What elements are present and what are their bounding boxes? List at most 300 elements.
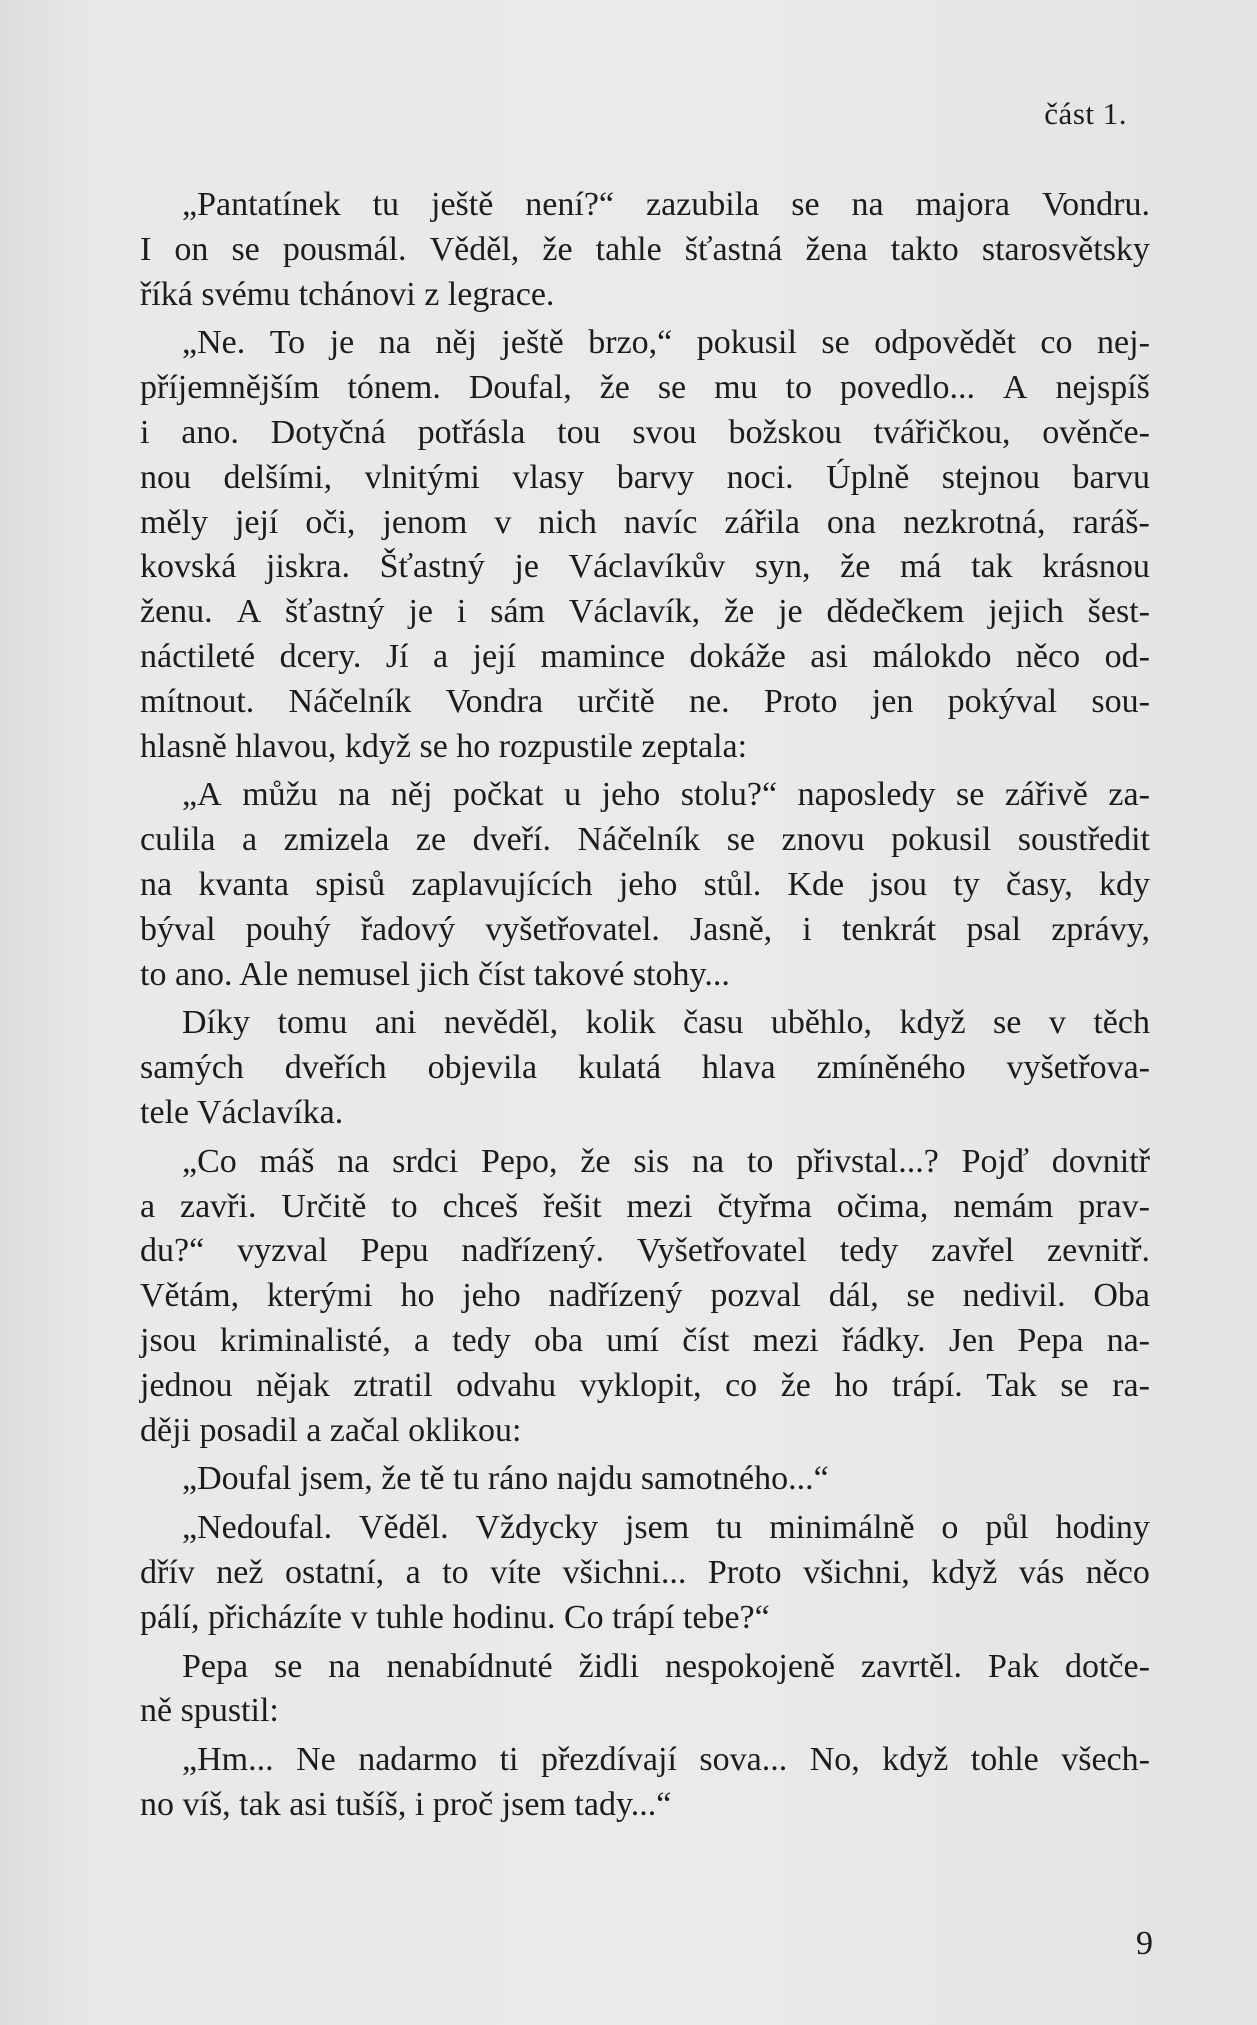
word: nich [538, 503, 597, 541]
word: se [231, 230, 260, 268]
word: „Pantatínek [182, 186, 341, 223]
word: A [236, 593, 262, 631]
word: No, [809, 1741, 860, 1779]
word: nespokojeně [665, 1647, 835, 1685]
word: Pepa [182, 1647, 249, 1685]
word: noci. [726, 458, 794, 496]
word: víte [490, 1553, 542, 1591]
word: vlnitými [364, 458, 480, 496]
word: počkat [452, 776, 544, 814]
word: Určitě [281, 1187, 367, 1225]
word: zprávy, [1051, 910, 1150, 948]
word: Jí [385, 637, 409, 675]
word: Václavíkův [568, 548, 726, 586]
paragraph [140, 1738, 1150, 1828]
word: nadřízený [548, 1277, 683, 1315]
word: něj [435, 324, 477, 362]
word: brzo,“ [588, 324, 673, 362]
word: na [851, 186, 884, 223]
text-line [140, 321, 1150, 366]
word: „Hm... [182, 1741, 274, 1779]
word: ženu. [140, 593, 213, 631]
word: na [378, 324, 411, 362]
word: máš [259, 1142, 315, 1180]
word: něco [1085, 1553, 1150, 1591]
word: dcery. [279, 637, 362, 675]
word: odpovědět [874, 324, 1016, 362]
word: culila [140, 821, 216, 859]
word: nou [140, 458, 191, 496]
word: Věděl. [358, 1509, 449, 1547]
word: přivstal...? [796, 1142, 939, 1180]
word: příjemnějším [140, 369, 320, 407]
word: pokusil [696, 324, 797, 362]
word: těch [1093, 1004, 1150, 1042]
word: Pojď [961, 1142, 1029, 1180]
word: času [683, 1004, 744, 1042]
word: ještě [431, 186, 494, 223]
word: dřív [140, 1553, 195, 1591]
text-line [140, 635, 1150, 680]
text-line [140, 1551, 1150, 1596]
word: dveří. [472, 821, 551, 859]
word: ra- [1112, 1366, 1150, 1404]
word: něco [1015, 637, 1081, 675]
text-line [140, 1645, 1150, 1690]
word: sova... [699, 1741, 788, 1779]
word: můžu [242, 776, 318, 814]
word: stůl. [703, 865, 762, 903]
word: oči, [305, 503, 356, 541]
text-line [140, 1229, 1150, 1274]
word: její [234, 503, 279, 541]
word: zavři. [180, 1187, 257, 1225]
text-line [140, 818, 1150, 863]
word: sám [490, 593, 546, 631]
word: ze [415, 821, 447, 859]
word: na- [1106, 1321, 1150, 1359]
word: tenkrát [841, 910, 937, 948]
word: oba [533, 1321, 584, 1359]
word: stejnou [941, 458, 1041, 496]
word: to [391, 1187, 418, 1225]
word: je [778, 593, 803, 631]
word: Šťastný [379, 548, 485, 586]
word: šťastný [285, 593, 385, 631]
word: mezi [626, 1187, 693, 1225]
paragraph [140, 1140, 1150, 1454]
word: pouhý [245, 910, 331, 948]
body-text [140, 183, 1150, 1828]
word: zmíněného [816, 1049, 966, 1087]
word: mítnout. [140, 682, 255, 720]
word: ona [826, 503, 876, 541]
page-number: 9 [1136, 1925, 1153, 1962]
word: Úplně [826, 458, 910, 496]
word: zaplavujících [411, 865, 593, 903]
word: na [140, 865, 173, 903]
word: ty [953, 865, 980, 903]
word: Pak [987, 1647, 1039, 1685]
text-line [140, 1364, 1150, 1409]
word: býval [140, 910, 216, 948]
word: se [955, 776, 985, 814]
word: že [580, 1142, 611, 1180]
word: jenom [382, 503, 468, 541]
word: a [433, 637, 449, 675]
word: prav- [1078, 1187, 1150, 1225]
word: nějak [256, 1366, 330, 1404]
word: mamince [540, 637, 666, 675]
word: hlava [701, 1049, 776, 1087]
word: Náčelník [288, 682, 412, 720]
word: tohle [970, 1741, 1039, 1779]
word: nezkrotná, [902, 503, 1046, 541]
text-line [140, 1506, 1150, 1551]
word: syn, [754, 548, 811, 586]
word: a [405, 1553, 421, 1591]
word: něj [390, 776, 433, 814]
word: pousmál. [282, 230, 407, 268]
text-line [140, 501, 1150, 546]
word: ne. [689, 682, 730, 720]
paragraph [140, 1506, 1150, 1640]
word: sou- [1091, 682, 1150, 720]
word: dědečkem [826, 593, 965, 631]
word: povedlo... [839, 369, 975, 407]
word: zářila [724, 503, 800, 541]
text-line [140, 228, 1150, 273]
text-line [140, 590, 1150, 635]
word: řešit [543, 1187, 602, 1225]
word: že [599, 369, 630, 407]
word: nedivil. [962, 1277, 1066, 1315]
running-head: část 1. [1044, 96, 1127, 131]
word: A [1002, 369, 1028, 407]
word: jeho [618, 865, 678, 903]
word: Díky [182, 1004, 250, 1042]
word: jeho [462, 1277, 521, 1315]
word: ho [400, 1277, 435, 1315]
word: barvu [1072, 458, 1150, 496]
word: v [1048, 1004, 1066, 1042]
word: i [140, 413, 150, 451]
word: přezdívají [540, 1741, 677, 1779]
word: tak [971, 548, 1013, 586]
word: a [413, 1321, 430, 1359]
text-line [140, 183, 1150, 228]
word: od- [1104, 637, 1150, 675]
text-line [140, 456, 1150, 501]
word: židli [578, 1647, 640, 1685]
word: tedy [839, 1232, 899, 1270]
word: časy, [1005, 865, 1073, 903]
word: že [780, 1366, 811, 1404]
word: není?“ [525, 186, 615, 223]
word: Ne [296, 1741, 336, 1779]
word: ani [374, 1004, 417, 1042]
word: žena [805, 230, 868, 268]
word: se [1060, 1366, 1089, 1404]
word: očima, [836, 1187, 929, 1225]
word: všichni... [562, 1553, 687, 1591]
word: „A [182, 776, 222, 814]
word: mezi [752, 1321, 819, 1359]
text-line: ději posadil a začal oklikou: [140, 1411, 522, 1449]
word: kterými [266, 1277, 373, 1315]
word: měly [140, 503, 208, 541]
word: kriminalisté, [219, 1321, 391, 1359]
word: zevnitř. [1047, 1232, 1150, 1270]
word: to [785, 369, 812, 407]
word: nadřízený. [461, 1232, 604, 1270]
word: je [514, 548, 539, 586]
word: že [542, 230, 573, 268]
word: řádky. [841, 1321, 926, 1359]
paragraph [140, 321, 1150, 769]
word: i [802, 910, 812, 948]
word: a [242, 821, 258, 859]
word: dotče- [1064, 1647, 1150, 1685]
word: jen [871, 682, 914, 720]
word: naposledy [797, 776, 936, 814]
word: Pepo, [481, 1142, 558, 1180]
word: barvy [616, 458, 695, 496]
word: raráš- [1072, 503, 1150, 541]
word: šťastná [684, 230, 783, 268]
word: takto [890, 230, 959, 268]
word: nevěděl, [443, 1004, 559, 1042]
word: I [140, 230, 152, 268]
word: její [472, 637, 516, 675]
text-line [140, 1046, 1150, 1091]
word: kolik [585, 1004, 656, 1042]
word: na [337, 1142, 370, 1180]
word: Jasně, [690, 910, 773, 948]
word: je [329, 324, 355, 362]
word: vyšetřova- [1006, 1049, 1150, 1087]
word: vás [1018, 1553, 1065, 1591]
word: když [882, 1741, 949, 1779]
word: se [791, 186, 820, 223]
word: i [456, 593, 467, 631]
word: se [993, 1004, 1022, 1042]
word: na [328, 1647, 361, 1685]
word: Vyšetřovatel [636, 1232, 807, 1270]
word: znovu [781, 821, 865, 859]
word: pozval [710, 1277, 801, 1315]
text-line [140, 1738, 1150, 1783]
word: jejich [988, 593, 1064, 631]
word: ostatní, [284, 1553, 385, 1591]
word: tu [715, 1509, 743, 1547]
word: Tak [986, 1366, 1037, 1404]
word: jiskra. [265, 548, 350, 586]
word: Vždycky [475, 1509, 599, 1547]
word: zavřel [931, 1232, 1015, 1270]
word: Náčelník [577, 821, 701, 859]
word: psal [966, 910, 1022, 948]
word: zavrtěl. [860, 1647, 962, 1685]
word: ztratil [353, 1366, 433, 1404]
word: vlasy [512, 458, 585, 496]
word: on [174, 230, 209, 268]
word: tedy [452, 1321, 511, 1359]
word: Jen [948, 1321, 995, 1359]
text-line [140, 908, 1150, 953]
word: navíc [623, 503, 698, 541]
word: ho [834, 1366, 869, 1404]
word: všichni, [803, 1553, 910, 1591]
word: tu [372, 186, 400, 223]
word: starosvětsky [981, 230, 1150, 268]
word: Doufal, [468, 369, 572, 407]
word: zářivě [1004, 776, 1088, 814]
word: srdci [392, 1142, 459, 1180]
paragraph [140, 1645, 1150, 1735]
word: jsou [870, 865, 928, 903]
word: pokýval [947, 682, 1058, 720]
word: vyklopit, [579, 1366, 702, 1404]
text-line: to ano. Ale nemusel jich číst takové stohy... [140, 955, 730, 993]
word: Vondra [445, 682, 544, 720]
word: Proto [763, 682, 838, 720]
word: a [140, 1187, 156, 1225]
word: „Co [182, 1142, 237, 1180]
word: Pepu [360, 1232, 429, 1270]
paragraph [140, 1457, 1150, 1502]
word: určitě [577, 682, 655, 720]
text-line: tele Václavíka. [140, 1093, 344, 1131]
word: minimálně [769, 1509, 915, 1547]
word: vyzval [237, 1232, 328, 1270]
text-line [140, 1140, 1150, 1185]
word: soustředit [1017, 821, 1150, 859]
word: nemám [953, 1187, 1054, 1225]
word: ověnče- [1042, 413, 1150, 451]
word: to [746, 1142, 774, 1180]
word: půl [985, 1509, 1029, 1547]
word: kulatá [577, 1049, 662, 1087]
word: že [724, 593, 755, 631]
word: odvahu [456, 1366, 557, 1404]
word: sis [633, 1142, 670, 1180]
word: Oba [1093, 1277, 1150, 1315]
word: co [1040, 324, 1073, 362]
word: na [338, 776, 371, 814]
word: delšími, [223, 458, 333, 496]
word: tou [557, 413, 601, 451]
word: umí [606, 1321, 660, 1359]
word: zazubila [645, 186, 760, 223]
word: samých [140, 1049, 244, 1087]
word: „Nedoufal. [182, 1509, 333, 1547]
text-line [140, 545, 1150, 590]
word: Proto [707, 1553, 782, 1591]
word: stolu?“ [680, 776, 778, 814]
word: o [941, 1509, 959, 1547]
word: krásnou [1042, 548, 1150, 586]
word: hodiny [1055, 1509, 1150, 1547]
word: šest- [1087, 593, 1150, 631]
text-line [140, 411, 1150, 456]
text-line: pálí, přicházíte v tuhle hodinu. Co trápí tebe?“ [140, 1598, 770, 1636]
word: řadový [360, 910, 456, 948]
word: tvářičkou, [873, 413, 1011, 451]
word: kvanta [198, 865, 289, 903]
word: ti [499, 1741, 519, 1779]
word: nejspíš [1055, 369, 1150, 407]
word: jsem [624, 1509, 690, 1547]
word: nenabídnuté [386, 1647, 553, 1685]
paragraph [140, 1001, 1150, 1135]
word: dveřích [284, 1049, 387, 1087]
word: to [442, 1553, 469, 1591]
word: dál, [828, 1277, 879, 1315]
word: „Ne. [182, 324, 246, 362]
word: Dotyčná [270, 413, 386, 451]
word: za- [1108, 776, 1150, 814]
word: dovnitř [1051, 1142, 1150, 1180]
word: ještě [501, 324, 564, 362]
word: tomu [277, 1004, 348, 1042]
text-line: ně spustil: [140, 1692, 279, 1730]
word: Větám, [140, 1277, 240, 1315]
word: svou [632, 413, 697, 451]
word: trápí. [891, 1366, 963, 1404]
word: potřásla [417, 413, 526, 451]
word: se [274, 1647, 303, 1685]
text-line [140, 1185, 1150, 1230]
word: u [564, 776, 582, 814]
word: tahle [595, 230, 662, 268]
word: Kde [787, 865, 845, 903]
word: Vondru. [1041, 186, 1150, 223]
word: co [725, 1366, 758, 1404]
word: tónem. [347, 369, 441, 407]
word: Věděl, [429, 230, 520, 268]
word: jeho [601, 776, 661, 814]
word: objevila [427, 1049, 538, 1087]
text-line [140, 863, 1150, 908]
word: na [692, 1142, 725, 1180]
word: kdy [1098, 865, 1150, 903]
word: mu [714, 369, 758, 407]
word: se [657, 369, 687, 407]
text-line [140, 773, 1150, 818]
word: se [906, 1277, 935, 1315]
word: že [840, 548, 871, 586]
word: jednou [140, 1366, 233, 1404]
word: majora [915, 186, 1010, 223]
text-line: hlasně hlavou, když se ho rozpustile zeptala: [140, 727, 748, 765]
word: všech- [1061, 1741, 1150, 1779]
text-line [140, 1274, 1150, 1319]
text-line [140, 1319, 1150, 1364]
paragraph [140, 183, 1150, 317]
word: číst [682, 1321, 730, 1359]
word: uběhlo, [770, 1004, 872, 1042]
word: Pepa [1017, 1321, 1084, 1359]
word: se [726, 821, 756, 859]
word: zmizela [283, 821, 390, 859]
word: božskou [728, 413, 842, 451]
paragraph [140, 773, 1150, 997]
word: spisů [315, 865, 386, 903]
word: nadarmo [358, 1741, 478, 1779]
word: dokáže [689, 637, 786, 675]
word: v [494, 503, 512, 541]
